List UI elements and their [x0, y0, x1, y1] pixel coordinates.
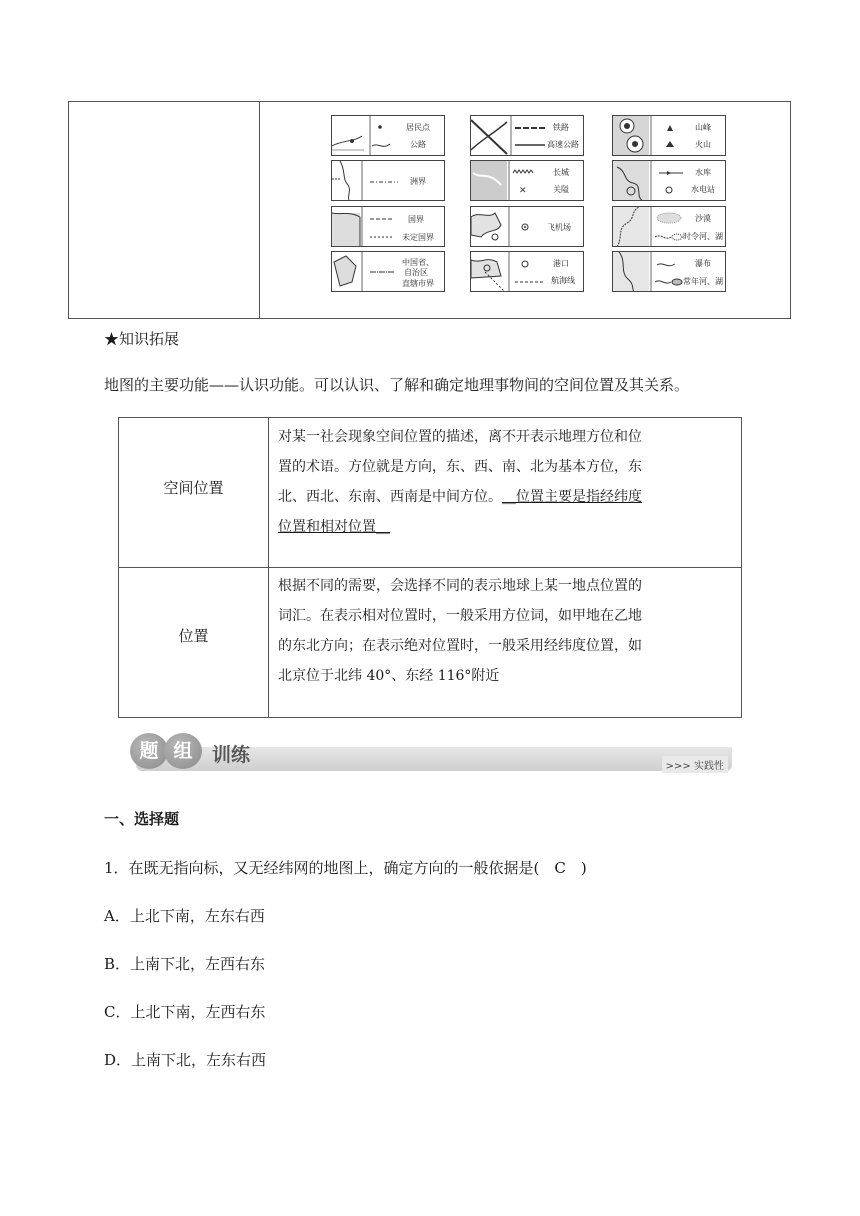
legend-label: 港口 [553, 259, 569, 268]
legend-label: 沙漠 [695, 214, 711, 223]
legend-label: 山峰 [695, 123, 711, 132]
definition-line: 对某一社会现象空间位置的描述，离不开表示地理方位和位 [278, 429, 642, 445]
banner-char: 题 [130, 733, 168, 769]
legend-label: 水库 [695, 168, 711, 177]
legend-label: 飞机场 [547, 223, 571, 232]
map-thumbnail-icon [613, 161, 726, 201]
map-thumbnail-icon [613, 116, 726, 156]
legend-great-wall-pass [470, 160, 584, 201]
option-c: C．上北下南，左西右东 [104, 1003, 266, 1021]
legend-waterfall-perennial-river [612, 251, 726, 292]
legend-label: 航海线 [551, 276, 575, 285]
question-stem: 1．在既无指向标，又无经纬网的地图上，确定方向的一般依据是( C ) [104, 859, 587, 877]
legend-label: 洲界 [410, 177, 426, 186]
legend-residential-road [331, 115, 445, 156]
legend-label: 长城 [553, 168, 569, 177]
legend-continent-border [331, 160, 445, 201]
legend-national-border [331, 206, 445, 247]
legend-label: 未定国界 [402, 233, 434, 242]
legend-label: 瀑布 [695, 259, 711, 268]
map-thumbnail-icon [471, 116, 584, 156]
option-d: D．上南下北，左东右西 [104, 1051, 267, 1069]
legend-label: 铁路 [553, 123, 569, 132]
legend-label: 居民点 [406, 123, 430, 132]
section-heading: 一、选择题 [104, 810, 180, 828]
extension-title: ★知识拓展 [104, 330, 180, 348]
map-thumbnail-icon [332, 116, 445, 156]
banner-char: 组 [164, 733, 202, 769]
legend-label: 直辖市界 [402, 279, 434, 288]
svg-text:✕: ✕ [519, 186, 527, 196]
option-b: B．上南下北，左西右东 [104, 955, 266, 973]
practice-banner [126, 730, 732, 774]
definition-line: 置的术语。方位就是方向，东、西、南、北为基本方位，东 [278, 459, 642, 475]
extension-description: 地图的主要功能——认识功能。可以认识、了解和确定地理事物间的空间位置及其关系。 [104, 376, 690, 394]
term-spatial-position: 空间位置 [163, 479, 224, 497]
legend-provincial-border [331, 251, 445, 292]
legend-port-sea-route [470, 251, 584, 292]
definition-position [278, 571, 730, 691]
legend-airport [470, 206, 584, 247]
legend-table [68, 101, 791, 319]
map-thumbnail-icon [613, 207, 726, 247]
option-a: A．上北下南，左东右西 [104, 907, 265, 925]
definition-line: 北京位于北纬 40°、东经 116°附近 [278, 668, 500, 684]
legend-label: 时令河、湖 [683, 232, 723, 241]
legend-label: 国界 [408, 215, 424, 224]
legend-reservoir-hydropower [612, 160, 726, 201]
definition-line [278, 482, 730, 512]
definition-text: 北、西北、东南、西南是中间方位。 [278, 489, 502, 505]
legend-label: 公路 [410, 140, 426, 149]
definition-line: 词汇。在表示相对位置时，一般采用方位词，如甲地在乙地 [278, 608, 642, 624]
table-divider [119, 567, 741, 568]
map-thumbnail-icon [613, 252, 726, 292]
definition-line: 根据不同的需要，会选择不同的表示地球上某一地点位置的 [278, 578, 642, 594]
legend-railway-highway [470, 115, 584, 156]
definition-spatial-position [278, 422, 730, 542]
legend-peak-volcano [612, 115, 726, 156]
banner-title: 训练 [212, 744, 251, 766]
legend-label: 火山 [695, 140, 711, 149]
table-divider [259, 102, 260, 318]
legend-desert-seasonal-river [612, 206, 726, 247]
banner-tag: >>> 实践性 [662, 756, 728, 773]
definition-line: 的东北方向；在表示绝对位置时，一般采用经纬度位置，如 [278, 638, 642, 654]
legend-label: 常年河、湖 [683, 277, 723, 286]
map-thumbnail-icon [471, 252, 584, 292]
map-thumbnail-icon [332, 161, 445, 201]
answer-blank: __位置主要是指经纬度 [502, 489, 642, 505]
answer-blank: 位置和相对位置__ [278, 519, 390, 535]
legend-label: 水电站 [691, 185, 715, 194]
legend-label: 高速公路 [547, 140, 579, 149]
legend-label: 中国省、 [402, 258, 434, 267]
term-position: 位置 [178, 627, 209, 645]
legend-label: 关隘 [553, 185, 569, 194]
map-thumbnail-icon [471, 161, 584, 201]
position-table [118, 417, 742, 718]
legend-label: 自治区 [404, 268, 428, 277]
